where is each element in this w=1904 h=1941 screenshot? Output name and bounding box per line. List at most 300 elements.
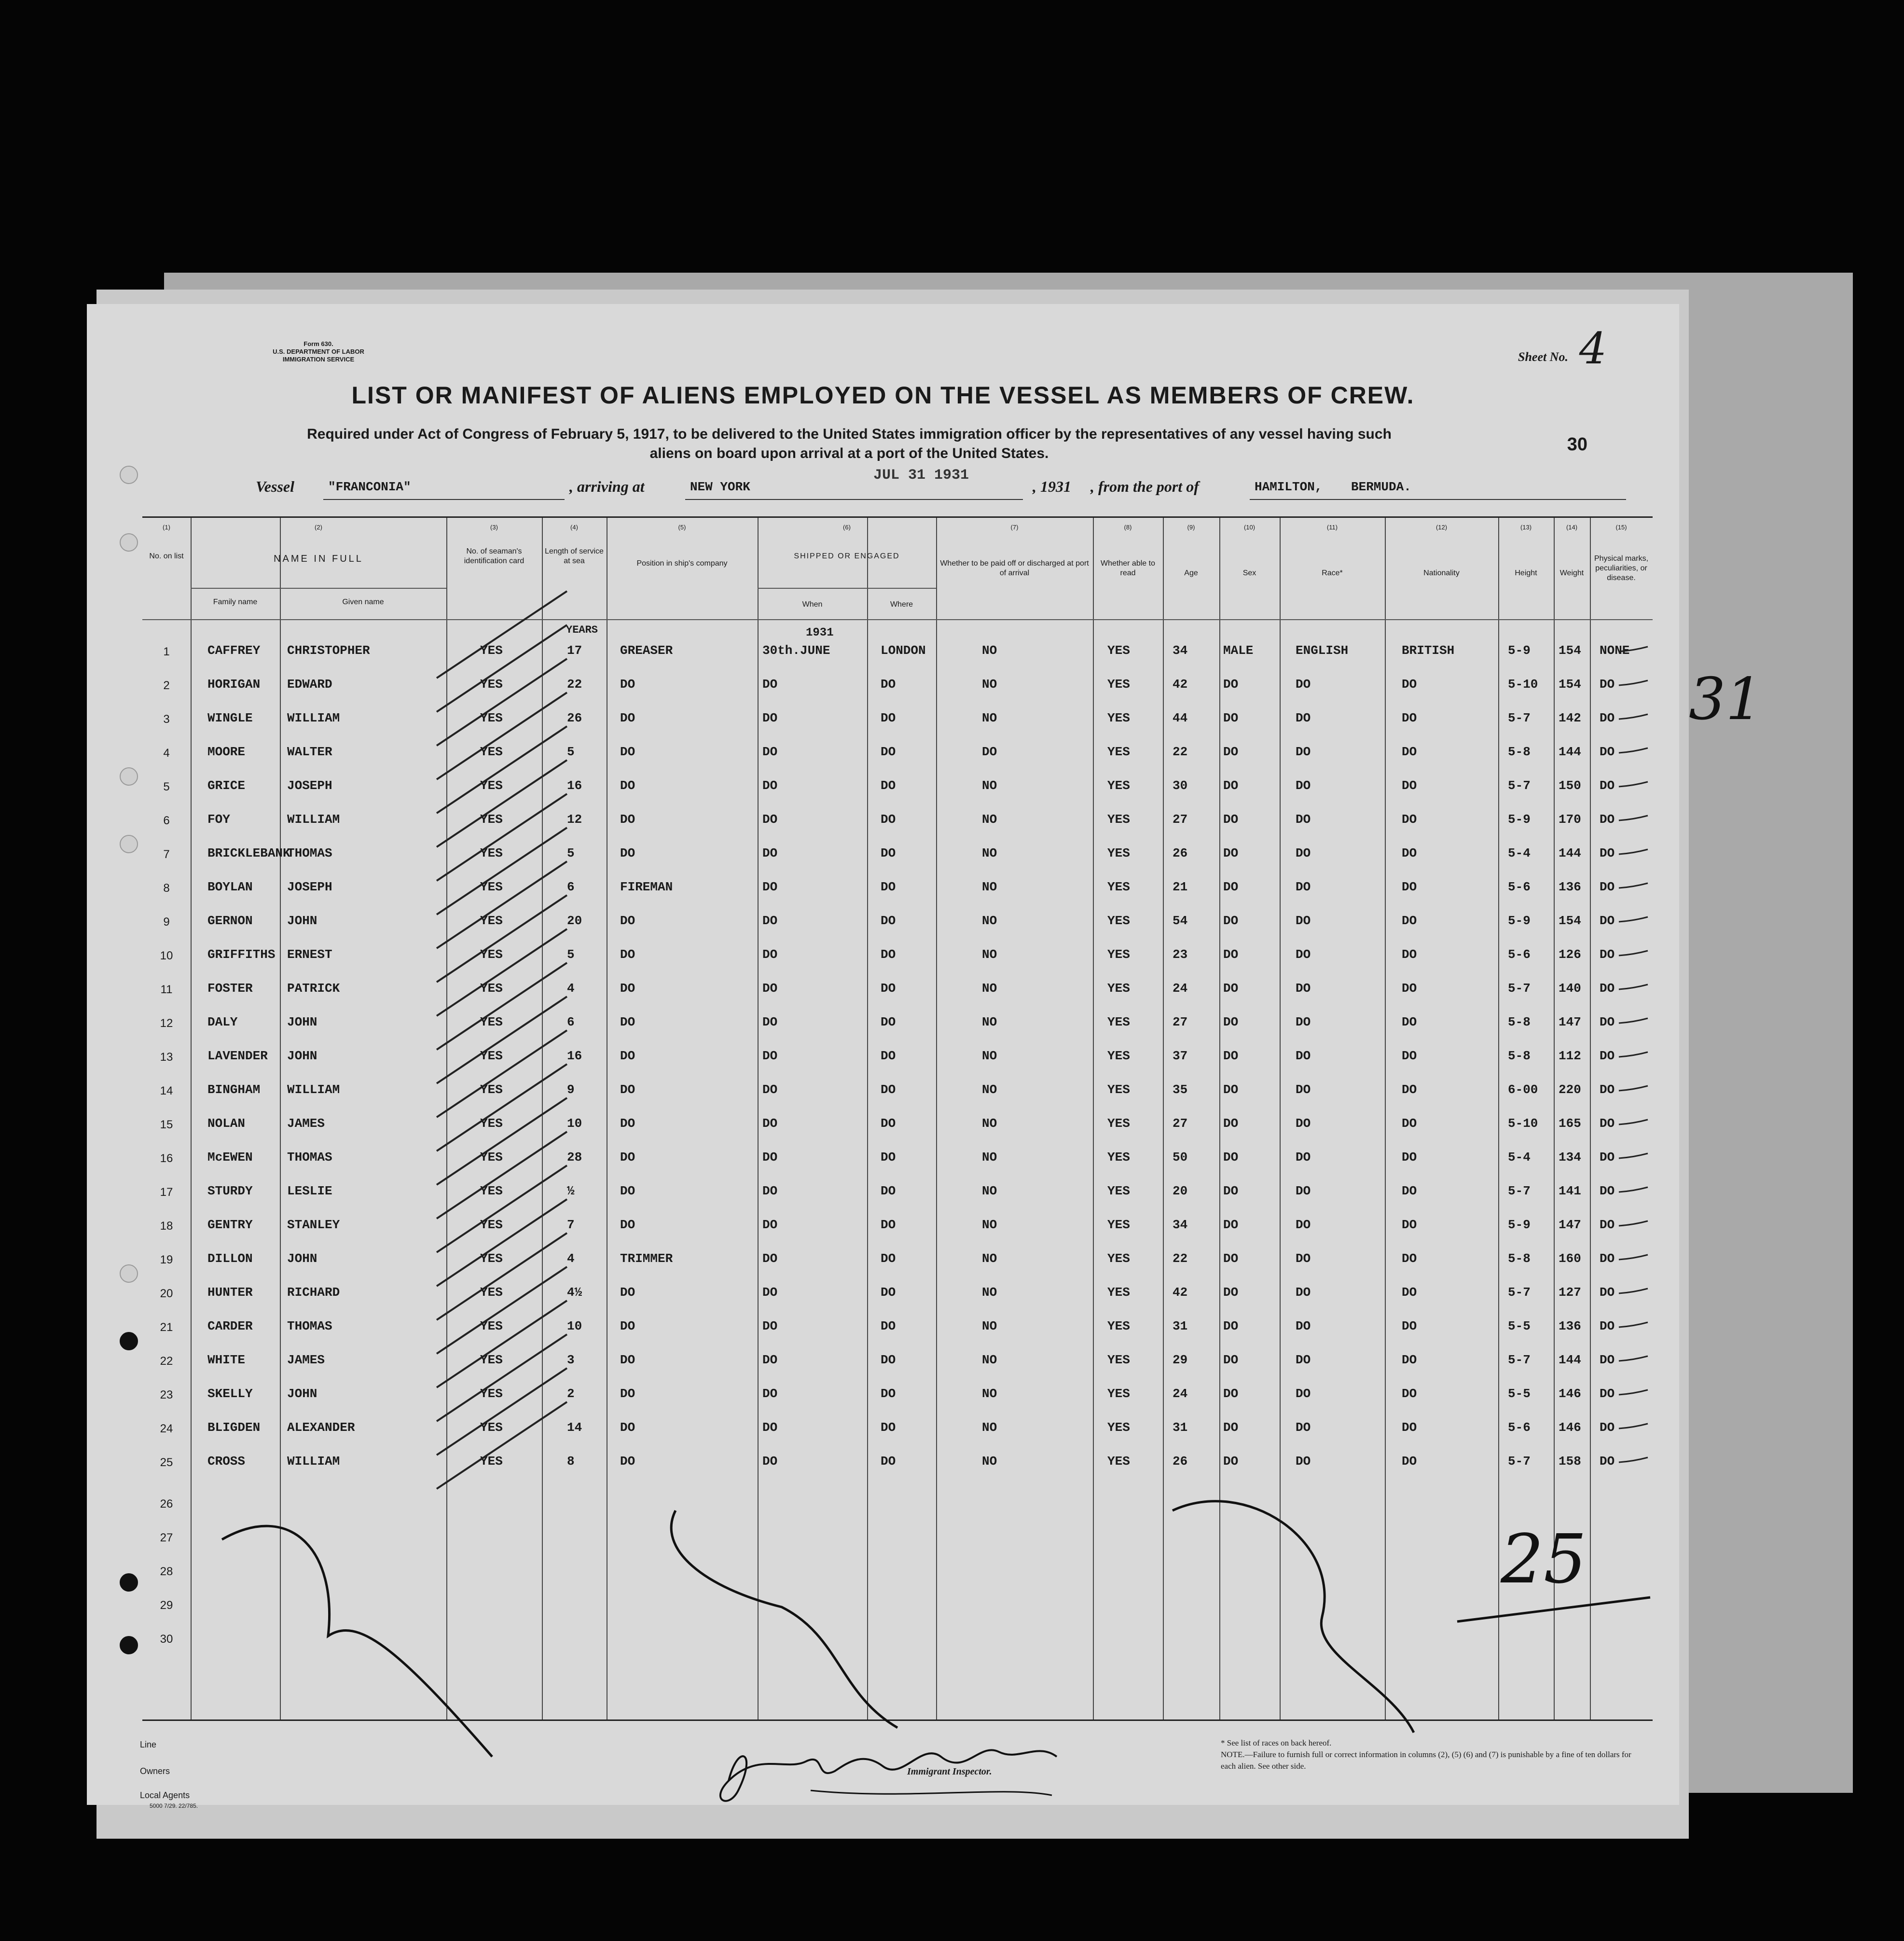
cell-height: 5-9 bbox=[1508, 812, 1531, 827]
tick-mark bbox=[1619, 984, 1648, 989]
cell-weight: 144 bbox=[1559, 745, 1581, 759]
cell-nationality: DO bbox=[1402, 1285, 1417, 1300]
header-id-card: No. of seaman's identification card bbox=[464, 547, 524, 565]
cell-service: 4 bbox=[567, 1251, 575, 1266]
cell-height: 5-7 bbox=[1508, 1454, 1531, 1469]
row-number: 25 bbox=[160, 1456, 173, 1469]
column-number: (6) bbox=[843, 524, 851, 531]
owners-label: Owners bbox=[140, 1766, 170, 1776]
cell-where: DO bbox=[881, 1015, 896, 1029]
cell-given: WILLIAM bbox=[287, 1082, 340, 1097]
cell-race: DO bbox=[1296, 812, 1311, 827]
cell-weight: 136 bbox=[1559, 880, 1581, 894]
cell-given: THOMAS bbox=[287, 1319, 332, 1333]
cell-given: EDWARD bbox=[287, 677, 332, 692]
cell-when: DO bbox=[762, 1319, 778, 1333]
cell-nationality: DO bbox=[1402, 1454, 1417, 1469]
tick-mark bbox=[1619, 1390, 1648, 1395]
cell-family: MOORE bbox=[207, 745, 246, 759]
cell-marks: DO bbox=[1600, 1420, 1615, 1435]
row-number: 22 bbox=[160, 1355, 173, 1368]
cell-family: CAFFREY bbox=[207, 643, 261, 658]
slash-mark bbox=[437, 591, 567, 678]
row-number: 18 bbox=[160, 1220, 173, 1233]
tick-mark bbox=[1619, 782, 1648, 787]
cell-card: YES bbox=[480, 745, 503, 759]
header-weight: Weight bbox=[1559, 569, 1584, 577]
cell-nationality: DO bbox=[1402, 1082, 1417, 1097]
cell-position: DO bbox=[620, 812, 635, 827]
cell-weight: 154 bbox=[1559, 643, 1581, 658]
cell-race: DO bbox=[1296, 677, 1311, 692]
from-label: , from the port of bbox=[1090, 478, 1199, 495]
tick-mark bbox=[1619, 714, 1648, 719]
cell-read: YES bbox=[1107, 1285, 1130, 1300]
cell-card: YES bbox=[480, 914, 503, 928]
column-number: (12) bbox=[1435, 524, 1448, 531]
slash-mark bbox=[437, 963, 567, 1050]
document-title: LIST OR MANIFEST OF ALIENS EMPLOYED ON THE VESSEL AS MEMBERS OF CREW. bbox=[351, 382, 1415, 409]
cell-height: 6-00 bbox=[1508, 1082, 1538, 1097]
cell-position: DO bbox=[620, 1319, 635, 1333]
cell-height: 5-8 bbox=[1508, 1251, 1531, 1266]
cell-position: DO bbox=[620, 1082, 635, 1097]
cell-sex: MALE bbox=[1223, 643, 1254, 658]
cell-marks: DO bbox=[1600, 1116, 1615, 1131]
cell-nationality: DO bbox=[1402, 778, 1417, 793]
cell-age: 24 bbox=[1173, 1386, 1188, 1401]
cell-given: ALEXANDER bbox=[287, 1420, 355, 1435]
cell-where: DO bbox=[881, 1386, 896, 1401]
cell-service: 6 bbox=[567, 880, 575, 894]
tick-mark bbox=[1619, 1457, 1648, 1462]
cell-given: CHRISTOPHER bbox=[287, 643, 370, 658]
cell-nationality: DO bbox=[1402, 812, 1417, 827]
cell-service: 10 bbox=[567, 1116, 582, 1131]
cell-sex: DO bbox=[1223, 745, 1239, 759]
cell-where: DO bbox=[881, 947, 896, 962]
row-number: 28 bbox=[160, 1565, 173, 1578]
column-number: (4) bbox=[570, 524, 578, 531]
cell-weight: 134 bbox=[1559, 1150, 1581, 1165]
strike-line bbox=[671, 1511, 897, 1728]
cell-where: DO bbox=[881, 1049, 896, 1063]
tick-mark bbox=[1619, 1120, 1648, 1124]
cell-weight: 154 bbox=[1559, 914, 1581, 928]
cell-race: DO bbox=[1296, 778, 1311, 793]
cell-service: 17 bbox=[567, 643, 582, 658]
slash-mark bbox=[437, 1301, 567, 1387]
cell-nationality: BRITISH bbox=[1402, 643, 1455, 658]
cell-card: YES bbox=[480, 846, 503, 860]
cell-family: GRICE bbox=[207, 778, 246, 793]
print-code: 5000 7/29. 22/785. bbox=[150, 1802, 198, 1809]
header-length-service: Length of service at sea bbox=[545, 547, 604, 565]
cell-marks: DO bbox=[1600, 1150, 1615, 1165]
cell-height: 5-7 bbox=[1508, 1353, 1531, 1367]
cell-race: DO bbox=[1296, 1353, 1311, 1367]
cell-family: WHITE bbox=[207, 1353, 246, 1367]
slash-mark bbox=[437, 1368, 567, 1455]
cell-service: 7 bbox=[567, 1218, 575, 1232]
cell-family: GERNON bbox=[207, 914, 253, 928]
sheet-number: 4 bbox=[1579, 323, 1607, 374]
cell-age: 37 bbox=[1173, 1049, 1188, 1063]
cell-marks: DO bbox=[1600, 846, 1615, 860]
cell-card: YES bbox=[480, 1015, 503, 1029]
row-number: 13 bbox=[160, 1051, 173, 1064]
cell-read: YES bbox=[1107, 1420, 1130, 1435]
cell-race: DO bbox=[1296, 981, 1311, 996]
cell-weight: 126 bbox=[1559, 947, 1581, 962]
cell-service: 4 bbox=[567, 981, 575, 996]
column-number: (5) bbox=[678, 524, 686, 531]
cell-weight: 144 bbox=[1559, 1353, 1581, 1367]
cell-read: YES bbox=[1107, 1251, 1130, 1266]
cell-age: 54 bbox=[1173, 914, 1188, 928]
cell-given: RICHARD bbox=[287, 1285, 340, 1300]
cell-nationality: DO bbox=[1402, 880, 1417, 894]
cell-card: YES bbox=[480, 812, 503, 827]
cell-sex: DO bbox=[1223, 677, 1239, 692]
cell-race: DO bbox=[1296, 1454, 1311, 1469]
cell-read: YES bbox=[1107, 643, 1130, 658]
cell-nationality: DO bbox=[1402, 947, 1417, 962]
cell-marks: DO bbox=[1600, 812, 1615, 827]
column-number: (15) bbox=[1615, 524, 1627, 531]
cell-position: DO bbox=[620, 1454, 635, 1469]
cell-age: 24 bbox=[1173, 981, 1188, 996]
cell-race: DO bbox=[1296, 1251, 1311, 1266]
footnote-races: * See list of races on back hereof. bbox=[1221, 1738, 1332, 1747]
cell-position: DO bbox=[620, 711, 635, 725]
tick-mark bbox=[1619, 1221, 1648, 1226]
row-number: 1 bbox=[163, 645, 170, 658]
cell-paid: NO bbox=[982, 1015, 997, 1029]
cell-given: JOHN bbox=[287, 1049, 317, 1063]
cell-read: YES bbox=[1107, 812, 1130, 827]
cell-race: DO bbox=[1296, 745, 1311, 759]
tick-mark bbox=[1619, 883, 1648, 888]
tick-mark bbox=[1619, 1356, 1648, 1361]
tick-mark bbox=[1619, 1086, 1648, 1091]
row-number: 20 bbox=[160, 1287, 173, 1300]
cell-paid: NO bbox=[982, 981, 997, 996]
tick-mark bbox=[1619, 647, 1648, 652]
cell-given: JAMES bbox=[287, 1353, 325, 1367]
subtitle-line-2: aliens on board upon arrival at a port of the United States. bbox=[649, 445, 1049, 461]
cell-paid: NO bbox=[982, 947, 997, 962]
cell-when: DO bbox=[762, 947, 778, 962]
cell-race: DO bbox=[1296, 1218, 1311, 1232]
row-number: 7 bbox=[163, 848, 170, 861]
slash-mark bbox=[437, 828, 567, 915]
cell-when: DO bbox=[762, 1116, 778, 1131]
cell-card: YES bbox=[480, 1386, 503, 1401]
cell-nationality: DO bbox=[1402, 1015, 1417, 1029]
cell-family: GENTRY bbox=[207, 1218, 253, 1232]
cell-race: DO bbox=[1296, 1049, 1311, 1063]
cell-nationality: DO bbox=[1402, 981, 1417, 996]
cell-sex: DO bbox=[1223, 914, 1239, 928]
cell-sex: DO bbox=[1223, 1285, 1239, 1300]
slash-mark bbox=[437, 1233, 567, 1320]
service: IMMIGRATION SERVICE bbox=[282, 356, 355, 363]
cell-age: 30 bbox=[1173, 778, 1188, 793]
total-underline bbox=[1457, 1597, 1650, 1622]
arriving-label: , arriving at bbox=[569, 478, 645, 495]
cell-marks: DO bbox=[1600, 1285, 1615, 1300]
cell-height: 5-7 bbox=[1508, 711, 1531, 725]
slash-mark bbox=[437, 726, 567, 813]
cell-nationality: DO bbox=[1402, 1184, 1417, 1198]
cell-when: DO bbox=[762, 812, 778, 827]
cell-age: 22 bbox=[1173, 1251, 1188, 1266]
from-country: BERMUDA. bbox=[1351, 480, 1411, 494]
cell-card: YES bbox=[480, 1116, 503, 1131]
row-number: 21 bbox=[160, 1321, 173, 1334]
cell-weight: 146 bbox=[1559, 1420, 1581, 1435]
cell-race: DO bbox=[1296, 947, 1311, 962]
cell-service: 8 bbox=[567, 1454, 575, 1469]
header-shipped: SHIPPED OR ENGAGED bbox=[794, 552, 900, 560]
cell-service: 26 bbox=[567, 711, 582, 725]
cell-age: 22 bbox=[1173, 745, 1188, 759]
cell-family: SKELLY bbox=[207, 1386, 253, 1401]
tick-mark bbox=[1619, 1424, 1648, 1428]
row-number: 5 bbox=[163, 780, 170, 793]
cell-family: DALY bbox=[207, 1015, 238, 1029]
tick-mark bbox=[1619, 1052, 1648, 1057]
cell-when: DO bbox=[762, 778, 778, 793]
cell-family: CROSS bbox=[207, 1454, 246, 1469]
slash-mark bbox=[437, 625, 567, 712]
cell-service: 16 bbox=[567, 778, 582, 793]
cell-paid: NO bbox=[982, 1285, 997, 1300]
cell-paid: NO bbox=[982, 1184, 997, 1198]
cell-position: DO bbox=[620, 1420, 635, 1435]
subtitle-line-1: Required under Act of Congress of February 5, 1917, to be delivered to the United States immigration officer by the representatives of any vessel having such bbox=[307, 426, 1392, 442]
cell-position: DO bbox=[620, 914, 635, 928]
cell-height: 5-6 bbox=[1508, 1420, 1531, 1435]
tick-mark bbox=[1619, 849, 1648, 854]
cell-age: 27 bbox=[1173, 1116, 1188, 1131]
cell-position: DO bbox=[620, 947, 635, 962]
cell-service: 16 bbox=[567, 1049, 582, 1063]
cell-marks: DO bbox=[1600, 711, 1615, 725]
cell-paid: NO bbox=[982, 1116, 997, 1131]
cell-service: 4½ bbox=[567, 1285, 582, 1300]
cell-where: DO bbox=[881, 1150, 896, 1165]
cell-read: YES bbox=[1107, 1454, 1130, 1469]
cell-marks: DO bbox=[1600, 1251, 1615, 1266]
cell-marks: DO bbox=[1600, 1049, 1615, 1063]
cell-service: 20 bbox=[567, 914, 582, 928]
cell-where: DO bbox=[881, 711, 896, 725]
row-number: 11 bbox=[160, 983, 173, 996]
column-number: (8) bbox=[1124, 524, 1132, 531]
header-nationality: Nationality bbox=[1423, 569, 1460, 577]
cell-height: 5-10 bbox=[1508, 677, 1538, 692]
cell-height: 5-5 bbox=[1508, 1319, 1531, 1333]
cell-where: DO bbox=[881, 1420, 896, 1435]
cell-given: WALTER bbox=[287, 745, 332, 759]
slash-mark bbox=[437, 693, 567, 779]
cell-race: DO bbox=[1296, 1319, 1311, 1333]
cell-service: 3 bbox=[567, 1353, 575, 1367]
cell-where: DO bbox=[881, 880, 896, 894]
cell-family: BOYLAN bbox=[207, 880, 253, 894]
cell-card: YES bbox=[480, 711, 503, 725]
cell-age: 27 bbox=[1173, 812, 1188, 827]
cell-nationality: DO bbox=[1402, 1218, 1417, 1232]
total-count: 25 bbox=[1501, 1520, 1587, 1599]
cell-age: 50 bbox=[1173, 1150, 1188, 1165]
cell-position: DO bbox=[620, 1218, 635, 1232]
year: , 1931 bbox=[1033, 478, 1071, 495]
cell-sex: DO bbox=[1223, 711, 1239, 725]
header-height: Height bbox=[1515, 569, 1537, 577]
cell-race: DO bbox=[1296, 1386, 1311, 1401]
sheet-label: Sheet No. bbox=[1518, 350, 1568, 364]
cell-height: 5-6 bbox=[1508, 880, 1531, 894]
slash-mark bbox=[437, 1334, 567, 1421]
cell-nationality: DO bbox=[1402, 745, 1417, 759]
cell-position: DO bbox=[620, 1015, 635, 1029]
cell-family: FOY bbox=[207, 812, 230, 827]
cell-height: 5-8 bbox=[1508, 1015, 1531, 1029]
tick-mark bbox=[1619, 1187, 1648, 1192]
cell-weight: 154 bbox=[1559, 677, 1581, 692]
cell-position: DO bbox=[620, 1184, 635, 1198]
agents-label: Local Agents bbox=[140, 1790, 190, 1800]
cell-paid: NO bbox=[982, 677, 997, 692]
slash-mark bbox=[437, 861, 567, 948]
cell-card: YES bbox=[480, 1251, 503, 1266]
strike-line bbox=[222, 1526, 492, 1757]
cell-age: 23 bbox=[1173, 947, 1188, 962]
column-number: (7) bbox=[1010, 524, 1019, 531]
cell-when: DO bbox=[762, 711, 778, 725]
cell-height: 5-7 bbox=[1508, 1184, 1531, 1198]
cell-height: 5-4 bbox=[1508, 846, 1531, 860]
cell-paid: NO bbox=[982, 812, 997, 827]
slash-mark bbox=[437, 929, 567, 1016]
strike-line bbox=[1173, 1501, 1414, 1733]
cell-age: 29 bbox=[1173, 1353, 1188, 1367]
cell-family: WINGLE bbox=[207, 711, 253, 725]
cell-position: DO bbox=[620, 1285, 635, 1300]
cell-read: YES bbox=[1107, 1218, 1130, 1232]
cell-when: DO bbox=[762, 745, 778, 759]
cell-sex: DO bbox=[1223, 1319, 1239, 1333]
cell-card: YES bbox=[480, 1049, 503, 1063]
cell-age: 34 bbox=[1173, 1218, 1188, 1232]
cell-read: YES bbox=[1107, 1150, 1130, 1165]
cell-card: YES bbox=[480, 1150, 503, 1165]
cell-where: DO bbox=[881, 846, 896, 860]
slash-mark bbox=[437, 1199, 567, 1286]
cell-given: JOHN bbox=[287, 1386, 317, 1401]
slash-mark bbox=[437, 1165, 567, 1252]
cell-where: DO bbox=[881, 1319, 896, 1333]
cell-card: YES bbox=[480, 1454, 503, 1469]
cell-where: DO bbox=[881, 778, 896, 793]
cell-family: FOSTER bbox=[207, 981, 253, 996]
cell-read: YES bbox=[1107, 1015, 1130, 1029]
cell-sex: DO bbox=[1223, 1218, 1239, 1232]
slash-mark bbox=[437, 1064, 567, 1151]
slash-mark bbox=[437, 1267, 567, 1354]
cell-when: DO bbox=[762, 1251, 778, 1266]
years-label: YEARS bbox=[566, 624, 598, 636]
cell-nationality: DO bbox=[1402, 1150, 1417, 1165]
cell-when: DO bbox=[762, 1353, 778, 1367]
cell-family: BRICKLEBANK bbox=[207, 846, 290, 860]
cell-height: 5-8 bbox=[1508, 1049, 1531, 1063]
cell-age: 20 bbox=[1173, 1184, 1188, 1198]
cell-age: 34 bbox=[1173, 643, 1188, 658]
column-number: (11) bbox=[1326, 524, 1338, 531]
row-number: 9 bbox=[163, 915, 170, 929]
cell-given: PATRICK bbox=[287, 981, 340, 996]
cell-nationality: DO bbox=[1402, 1319, 1417, 1333]
slash-mark bbox=[437, 1402, 567, 1489]
cell-position: TRIMMER bbox=[620, 1251, 673, 1266]
column-number: (9) bbox=[1187, 524, 1195, 531]
header-age: Age bbox=[1184, 569, 1198, 577]
date-stamp: JUL 31 1931 bbox=[873, 467, 969, 484]
cell-sex: DO bbox=[1223, 1150, 1239, 1165]
cell-family: BLIGDEN bbox=[207, 1420, 261, 1435]
cell-card: YES bbox=[480, 643, 503, 658]
cell-card: YES bbox=[480, 1218, 503, 1232]
cell-nationality: DO bbox=[1402, 914, 1417, 928]
cell-position: DO bbox=[620, 981, 635, 996]
row-number: 19 bbox=[160, 1253, 173, 1266]
cell-paid: NO bbox=[982, 1049, 997, 1063]
cell-read: YES bbox=[1107, 1082, 1130, 1097]
cell-paid: NO bbox=[982, 643, 997, 658]
cell-card: YES bbox=[480, 677, 503, 692]
cell-family: HORIGAN bbox=[207, 677, 261, 692]
cell-position: DO bbox=[620, 677, 635, 692]
row-number: 2 bbox=[163, 679, 170, 692]
cell-height: 5-10 bbox=[1508, 1116, 1538, 1131]
cell-marks: DO bbox=[1600, 1386, 1615, 1401]
row-number: 23 bbox=[160, 1388, 173, 1401]
row-number: 3 bbox=[163, 713, 170, 726]
tick-mark bbox=[1619, 951, 1648, 956]
cell-service: 6 bbox=[567, 1015, 575, 1029]
row-number: 6 bbox=[163, 814, 170, 827]
cell-family: BINGHAM bbox=[207, 1082, 261, 1097]
cell-marks: DO bbox=[1600, 880, 1615, 894]
cell-read: YES bbox=[1107, 711, 1130, 725]
cell-paid: NO bbox=[982, 778, 997, 793]
cell-where: DO bbox=[881, 1184, 896, 1198]
cell-family: LAVENDER bbox=[207, 1049, 268, 1063]
cell-service: 28 bbox=[567, 1150, 582, 1165]
cell-sex: DO bbox=[1223, 1184, 1239, 1198]
card-column-slashes bbox=[437, 591, 567, 1489]
cell-age: 27 bbox=[1173, 1015, 1188, 1029]
vessel-name: "FRANCONIA" bbox=[328, 480, 411, 494]
header-given-name: Given name bbox=[342, 598, 384, 606]
header-able-read: Whether able to read bbox=[1101, 559, 1155, 577]
cell-family: McEWEN bbox=[207, 1150, 253, 1165]
cell-race: DO bbox=[1296, 1420, 1311, 1435]
